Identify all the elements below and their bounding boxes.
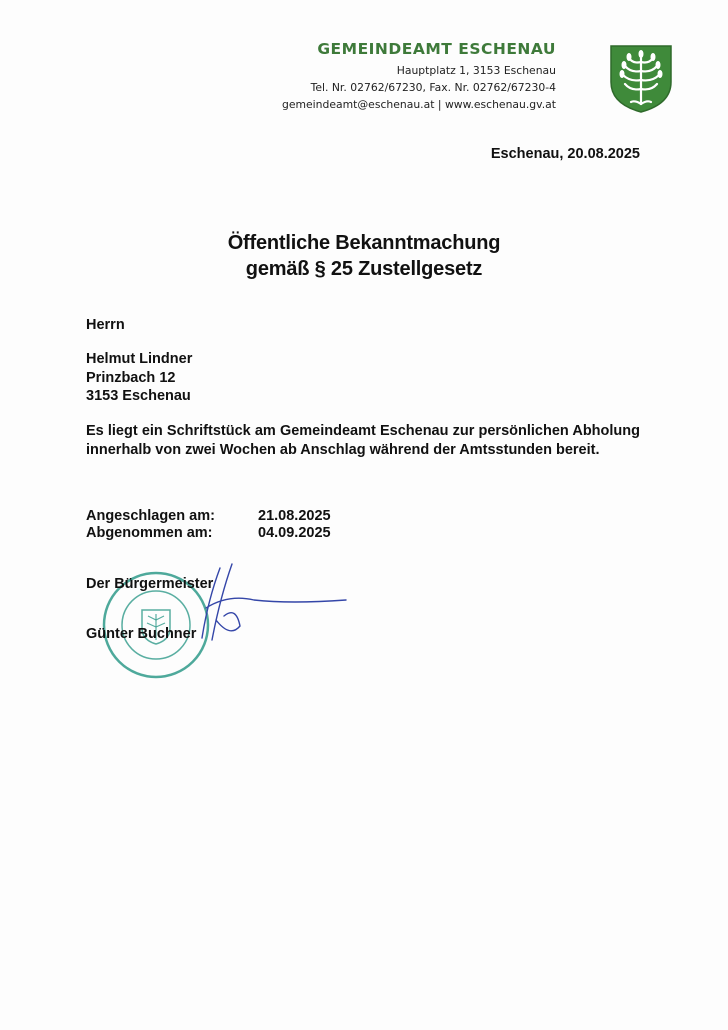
notice-body: Es liegt ein Schriftstück am Gemeindeamt Eschenau zur persönlichen Abholung innerhalb von zwei Wochen ab Anschlag während der Amtsstunden bereit.: [86, 423, 640, 458]
title-line-1: Öffentliche Bekanntmachung: [227, 232, 501, 254]
recipient-address: [86, 350, 192, 406]
posted-row: [86, 508, 331, 525]
recipient-name: Helmut Lindner: [86, 351, 193, 367]
document-title: [0, 230, 728, 282]
title-line-2: gemäß § 25 Zustellgesetz: [245, 258, 483, 280]
removed-row: [86, 525, 331, 542]
org-name: GEMEINDEAMT ESCHENAU: [317, 40, 556, 58]
municipal-crest-icon: [609, 44, 673, 114]
removed-date: 04.09.2025: [258, 525, 331, 541]
recipient-city: 3153 Eschenau: [86, 388, 191, 404]
recipient-street: Prinzbach 12: [86, 369, 176, 386]
removed-label: Abgenommen am:: [86, 525, 213, 541]
posted-date: 21.08.2025: [258, 508, 331, 524]
org-phone: Tel. Nr. 02762/67230, Fax. Nr. 02762/67230-4: [310, 81, 556, 94]
posted-label: Angeschlagen am:: [86, 508, 215, 524]
posting-dates: [86, 508, 331, 542]
letterhead: [282, 40, 556, 113]
signatory-title: Der Bürgermeister: [86, 576, 214, 592]
signatory-name: Günter Buchner: [86, 626, 197, 642]
letter-date: Eschenau, 20.08.2025: [490, 146, 640, 162]
org-address: Hauptplatz 1, 3153 Eschenau: [396, 64, 556, 77]
org-contact: gemeindeamt@eschenau.at | www.eschenau.gv.at: [282, 98, 556, 111]
recipient-salutation: Herrn: [86, 317, 125, 333]
handwritten-signature: [150, 560, 350, 650]
